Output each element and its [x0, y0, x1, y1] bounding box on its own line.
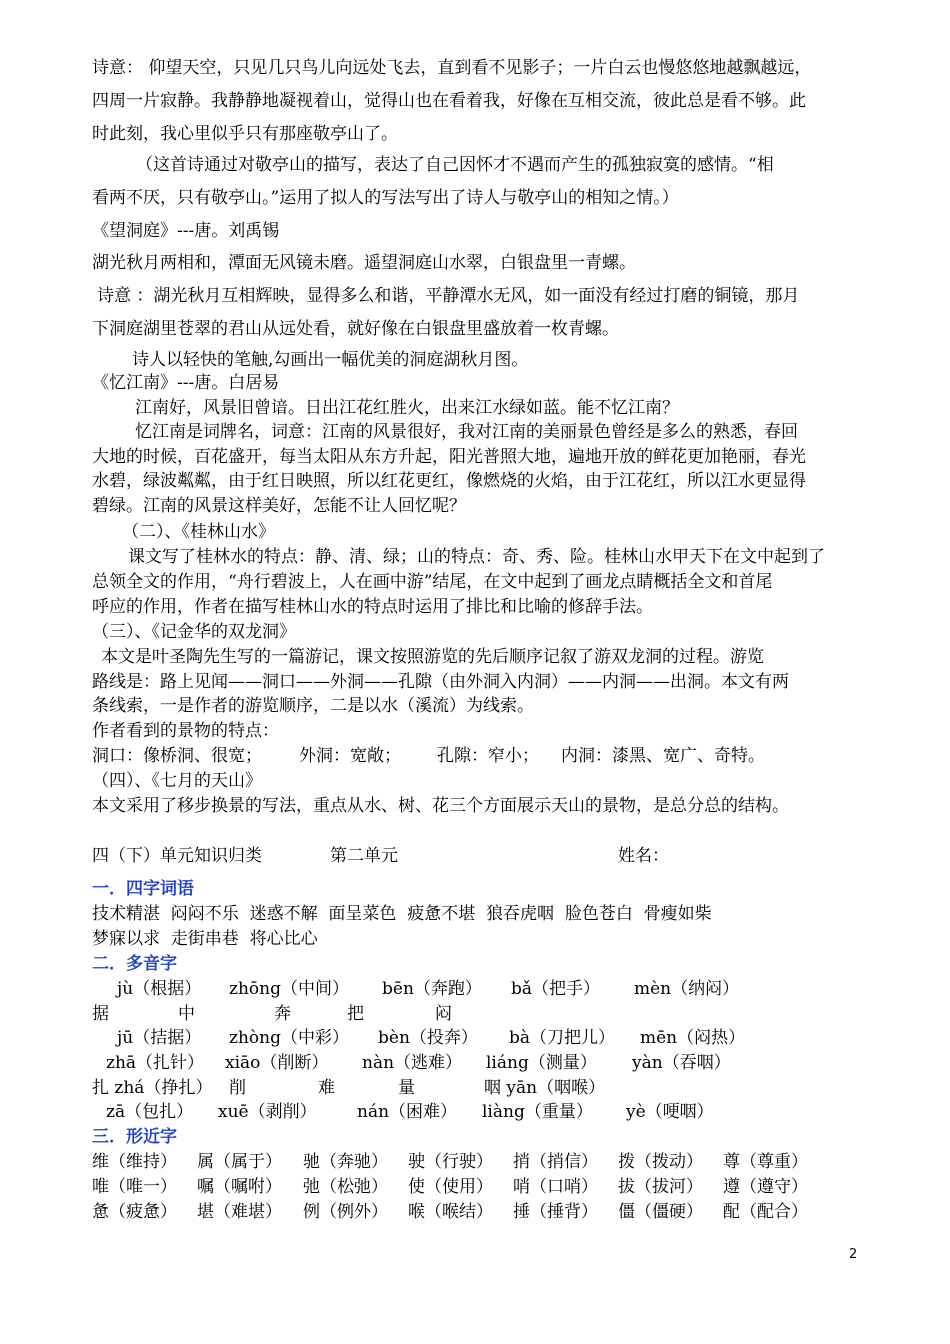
poem1-note-line-2: 看两不厌，只有敬亭山。”运用了拟人的写法写出了诗人与敬亭山的相知之情。）	[92, 188, 679, 208]
polyphones-heading: 二．多音字	[92, 954, 177, 974]
char-zhong: 中	[178, 1004, 195, 1024]
similar-r2-c3: 弛（松弛）	[303, 1177, 388, 1197]
polyphone-men1: mēn（闷热）	[640, 1028, 746, 1048]
poem3-meaning-line-2: 大地的时候，百花盛开，每当太阳从东方升起，阳光普照大地，遍地开放的鲜花更加艳丽，春光	[92, 447, 806, 467]
polyphone-za1: zā（包扎）	[106, 1102, 194, 1122]
poem3-meaning-line-1: 忆江南是词牌名，词意：江南的风景很好，我对江南的美丽景色曾经是多么的熟悉，春回	[135, 422, 798, 442]
similar-r1-c2: 属（属于）	[197, 1152, 282, 1172]
similar-r1-c3: 驰（奔驰）	[303, 1152, 388, 1172]
similar-r3-c3: 例（例外）	[303, 1202, 388, 1222]
sec2-title: （二）、《桂林山水》	[122, 522, 275, 542]
similar-r3-c1: 惫（疲惫）	[92, 1202, 177, 1222]
char-ba: 把	[347, 1004, 364, 1024]
sec2-line-2: 总领全文的作用，“舟行碧波上，人在画中游”结尾，在文中起到了画龙点睛概括全文和首尾	[92, 572, 773, 592]
sec2-line-1: 课文写了桂林水的特点：静、清、绿；山的特点：奇、秀、险。桂林山水甲天下在文中起到了	[128, 547, 825, 567]
poem3-text: 江南好，风景旧曾谙。日出江花红胜火，出来江水绿如蓝。能不忆江南？	[135, 398, 679, 418]
similar-r3-c5: 捶（捶背）	[513, 1202, 598, 1222]
polyphone-men4: mèn（纳闷）	[634, 979, 740, 999]
polyphone-ba4: bà（刀把儿）	[509, 1028, 616, 1048]
poem1-meaning-line-3: 时此刻，我心里似乎只有那座敬亭山了。	[92, 124, 398, 144]
poem2-title: 《望洞庭》---唐。刘禹锡	[92, 221, 280, 241]
similar-r1-c7: 尊（尊重）	[723, 1152, 808, 1172]
feature-gap: 孔隙：窄小；	[437, 746, 539, 766]
similar-r2-c6: 拔（拔河）	[618, 1177, 703, 1197]
sec3-line-2: 路线是：路上见闻——洞口——外洞——孔隙（由外洞入内洞）——内洞——出洞。本文有两	[92, 672, 789, 692]
polyphone-zhong4: zhòng（中彩）	[229, 1028, 349, 1048]
polyphone-liang4: liàng（重量）	[482, 1102, 593, 1122]
polyphone-zhong1: zhōng（中间）	[229, 979, 349, 999]
poem1-meaning-line-1: 诗意： 仰望天空，只见几只鸟儿向远处飞去，直到看不见影子；一片白云也慢悠悠地越飘越远，	[92, 58, 812, 78]
poem3-meaning-line-4: 碧绿。江南的风景这样美好，怎能不让人回忆呢？	[92, 496, 466, 516]
poem2-meaning-line-1: 诗意 ：湖光秋月互相辉映，显得多么和谐，平静潭水无风，如一面没有经过打磨的铜镜，那月	[97, 286, 800, 306]
page-number: 2	[849, 1247, 858, 1262]
sec3-features-title: 作者看到的景物的特点：	[92, 721, 279, 741]
char-men: 闷	[435, 1004, 452, 1024]
feature-inner-cave: 内洞：漆黑、宽广、奇特。	[561, 746, 765, 766]
polyphone-yan4: yàn（吞咽）	[632, 1053, 731, 1073]
polyphone-yan1: 咽 yān（咽喉）	[484, 1078, 606, 1098]
polyphone-zha2: 扎 zhá（挣扎）	[92, 1078, 213, 1098]
poem1-meaning-line-2: 四周一片寂静。我静静地凝视着山，觉得山也在看着我，好像在互相交流，彼此总是看不够。此	[92, 91, 806, 111]
char-nan: 难	[318, 1078, 335, 1098]
polyphone-ye4: yè（哽咽）	[626, 1102, 714, 1122]
unit-title: 四（下）单元知识归类	[92, 846, 262, 866]
polyphone-xiao1: xiāo（削断）	[225, 1053, 329, 1073]
sec2-line-3: 呼应的作用，作者在描写桂林山水的特点时运用了排比和比喻的修辞手法。	[92, 597, 653, 617]
polyphone-nan2: nán（困难）	[357, 1102, 458, 1122]
polyphone-liang2: liáng（测量）	[486, 1053, 597, 1073]
similar-r2-c2: 嘱（嘱咐）	[197, 1177, 282, 1197]
poem2-meaning-line-2: 下洞庭湖里苍翠的君山从远处看，就好像在白银盘里盛放着一枚青螺。	[92, 319, 619, 339]
char-ju: 据	[92, 1004, 109, 1024]
poem1-note-line-1: （这首诗通过对敬亭山的描写，表达了自己因怀才不遇而产生的孤独寂寞的感情。“相	[136, 155, 774, 175]
poem2-text: 湖光秋月两相和，潭面无风镜未磨。遥望洞庭山水翠，白银盘里一青螺。	[92, 253, 636, 273]
polyphone-ju1: jū（拮据）	[117, 1028, 202, 1048]
similar-r3-c6: 僵（僵硬）	[618, 1202, 703, 1222]
similar-r3-c2: 堪（难堪）	[197, 1202, 282, 1222]
polyphone-ben1: bēn（奔跑）	[382, 979, 482, 999]
polyphone-nan4: nàn（逃难）	[362, 1053, 463, 1073]
similar-r1-c6: 拨（拨动）	[618, 1152, 703, 1172]
char-ben: 奔	[274, 1004, 291, 1024]
sec3-title: （三）、《记金华的双龙洞》	[92, 622, 296, 642]
similar-heading: 三．形近字	[92, 1127, 177, 1147]
sec3-line-1: 本文是叶圣陶先生写的一篇游记，课文按照游览的先后顺序记叙了游双龙洞的过程。游览	[101, 647, 764, 667]
polyphone-zha1: zhā（扎针）	[106, 1053, 205, 1073]
similar-r1-c4: 驶（行驶）	[408, 1152, 493, 1172]
char-xiao: 削	[229, 1078, 246, 1098]
similar-r3-c4: 喉（喉结）	[408, 1202, 493, 1222]
similar-r2-c7: 遵（遵守）	[723, 1177, 808, 1197]
polyphone-ba3: bǎ（把手）	[511, 979, 601, 999]
sec4-line: 本文采用了移步换景的写法，重点从水、树、花三个方面展示天山的景物，是总分总的结构。	[92, 796, 789, 816]
similar-r2-c4: 使（使用）	[408, 1177, 493, 1197]
polyphone-ju4: jù（根据）	[117, 979, 202, 999]
name-label: 姓名：	[618, 846, 669, 866]
similar-r3-c7: 配（配合）	[723, 1202, 808, 1222]
sec4-title: （四）、《七月的天山》	[92, 771, 262, 791]
similar-r1-c5: 捎（捎信）	[513, 1152, 598, 1172]
poem3-meaning-line-3: 水碧，绿波粼粼，由于红日映照，所以红花更红，像燃烧的火焰，由于江花红，所以江水更显得	[92, 471, 806, 491]
similar-r2-c5: 哨（口哨）	[513, 1177, 598, 1197]
polyphone-ben4: bèn（投奔）	[378, 1028, 478, 1048]
unit-name: 第二单元	[330, 846, 398, 866]
words-line-2: 梦寐以求 走街串巷 将心比心	[92, 929, 318, 949]
sec3-line-3: 条线索，一是作者的游览顺序，二是以水（溪流）为线索。	[92, 696, 534, 716]
poem3-title: 《忆江南》---唐。白居易	[92, 373, 280, 393]
words-line-1: 技术精湛 闷闷不乐 迷惑不解 面呈菜色 疲惫不堪 狼吞虎咽 脸色苍白 骨瘦如柴	[92, 904, 712, 924]
feature-outer-cave: 外洞：宽敞；	[299, 746, 401, 766]
poem2-note: 诗人以轻快的笔触,勾画出一幅优美的洞庭湖秋月图。	[132, 350, 529, 370]
words-heading: 一．四字词语	[92, 879, 194, 899]
polyphone-xue1: xuē（剥削）	[218, 1102, 317, 1122]
char-liang: 量	[398, 1078, 415, 1098]
feature-cave-mouth: 洞口：像桥洞、很宽；	[92, 746, 262, 766]
similar-r1-c1: 维（维持）	[92, 1152, 177, 1172]
similar-r2-c1: 唯（唯一）	[92, 1177, 177, 1197]
